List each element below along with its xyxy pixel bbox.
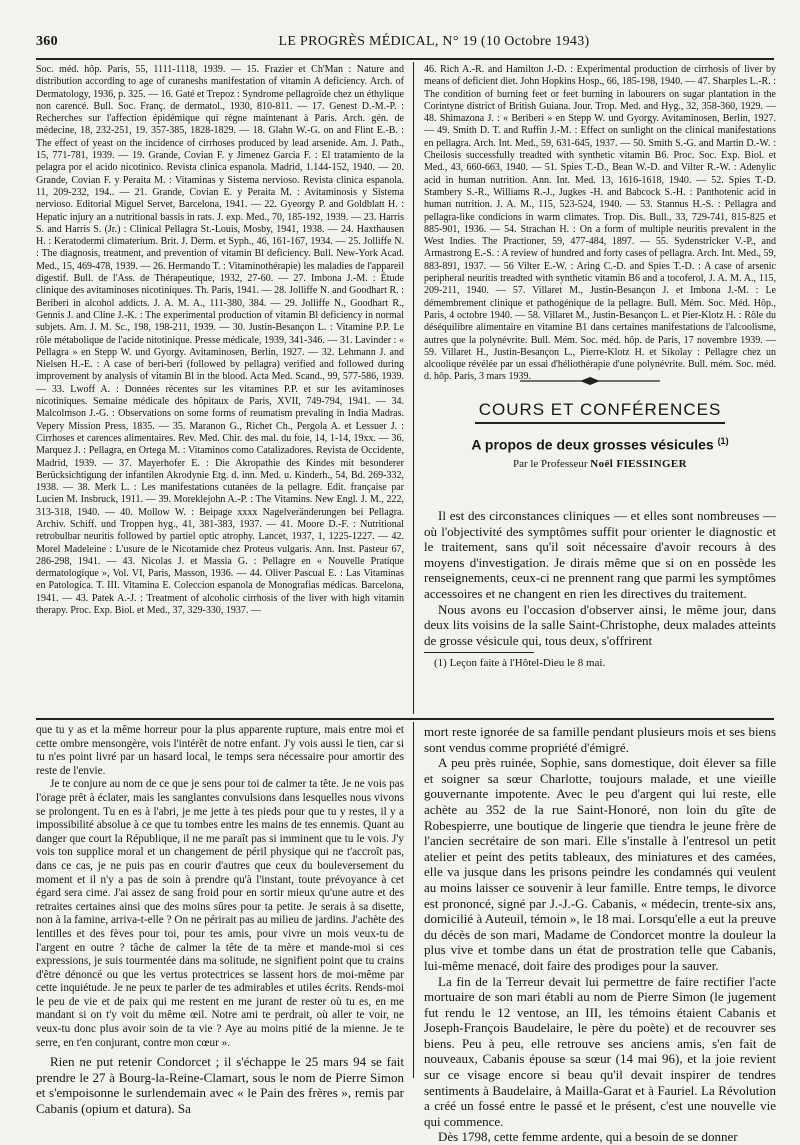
section-title-text: COURS ET CONFÉRENCES [475,400,726,424]
body-paragraph: mort reste ignorée de sa famille pendant plusieurs mois et ses biens sont vendus comme propriété d'émigré. [424,724,776,755]
article-footnote-marker: (1) [717,436,729,446]
article-author [420,458,780,470]
article-title-text: A propos de deux grosses vésicules [471,436,714,453]
body-paragraph: A peu près ruinée, Sophie, sans domestique, doit élever sa fille et soigner sa sœur Charlotte, toujours malade, et une vieille gouvernante impotente. Avec le peu d'argent qui lui reste, elle achète au 352 de la rue Saint-Honoré, non loin du gîte de Robespierre, une boutique de lingerie que tiendra le jeune frère de l'ancien secrétaire de son mari. Elle s'installe à l'entresol un petit atelier et peint des petits tableaux, des miniatures et des camées, elle va jusque dans les prisons peindre les condamnés qui veulent au moins laisser ce souvenir à leur famille. Entre temps, le divorce est prononcé, signé par J.-J.-G. Cabanis, « médecin, trente-six ans, domicilié à Auteuil, témoin », le 18 mai. Lorsqu'elle a eut la preuve du décès de son mari, Madame de Condorcet montre la douleur la plus vive et tombe dans un état de prostration telle que Cabanis, lui-même menacé, doit faire des prodiges pour la sauver. [424,755,776,973]
page-number: 360 [36,34,58,49]
footnote-rule [424,652,534,653]
journal-title: LE PROGRÈS MÉDICAL, N° 19 (10 Octobre 1943) [278,34,590,49]
ornament-divider [520,376,660,386]
author-name: Noël FIESSINGER [590,458,688,470]
lower-left-column [36,724,404,1117]
section-heading [420,400,780,424]
footnote: (1) Leçon faite à l'Hôtel-Dieu le 8 mai. [434,657,606,669]
article-paragraph: Nous avons eu l'occasion d'observer ainsi, le même jour, dans deux lits voisins de la salle Saint-Christophe, deux malades atteints de grosse vésicule qui, tous deux, s'offrirent [424,601,776,648]
condorcet-paragraph: Rien ne put retenir Condorcet ; il s'échappe le 25 mars 94 se fait prendre le 27 à Bourg-la-Reine-Clamart, sous le nom de Pierre Simon et s'empoisonne le surlendemain avec « le Pain des frères », remis par Cabanis (opium et datura). Sa [36,1054,404,1117]
body-paragraph: Dès 1798, cette femme ardente, qui a besoin de se donner [438,1129,738,1145]
horizontal-section-rule [36,718,774,720]
references-left-text: Soc. méd. hôp. Paris, 55, 1111-1118, 1939. — 15. Frazier et Ch'Man : Nature and distribution according to age of curaneshs manifestation of vitamin A deficiency. Arch. of Dermatology, 1936, p. 325. — 16. Gaté et Trepoz : Syndrome pellagroïde chez un éthylique non carencé. Bull. Soc. Franç. de dermatol., 1930, 810-811. — 17. Genest D.-M.-P. : Recherches sur l'affection épidémique qui règne maintenant à Paris. Arch. gén. de médecine, 18, 232-251, 19. 357-385, 1828-1829. — 18. Glahn W.-G. on and Flint E.-B. : The effect of yeast on the incidence of cirrhoses produced by lead arsenide. Am. J. Path., 15, 771-781, 1939. — 19. Grande, Covian F. y Jimenez Garcia F. : El tratamiento de la pelagra por el acido nicotinico. Revista clinica espanola. Madrid, 1.144-152, 1940. — 20. Grande, Covian F. y Peraita M. : Vitaminas y Sistema nervioso. Revista clinica espanola. 11, 209-232, 194.. — 21. Grande, Covian E. y Peraita M. : Avitaminosis y Sistema nervioso. Editorial Miguel Servet, Barcelona, 1941. — 22. Gyeorgy P. and Goldblatt H. : Hepatic injury an a nutritional bassis in rats. J. exp. Med., 70, 185-192, 1939. — 23. Harris S. and Harris S. (Jr.) : Clinical Pellagra St.-Louis, Mosby, 1941, 1938. — 24. Haxthausen H. : Keratodermi climaterium. Brit. J. Derm. et Syph., 46, 161-167, 1934. — 25. Jolliffe N. : The diagnosis, treatment, and prevention of vitamin Bl deficiency. Bull. New-York Acad. Med., 15, 469-478, 1939. — 26. Hermando T. : Vitaminothérapie) les maladies de l'appareil digestif. Bull. de l'Ass. de Thérapeutique, 1932, 27-60. — 27. Imbona J.-M. : Étude clinique des avitaminoses nicotiniques. Th. Paris, 1941. — 28. Jolliffe N. and Goodhart R. : Beriberi in alcohol addicts. J. A. M. A., 111-380, 384. — 29. Jolliffe N., Goodhart R., Gennis J. and Cline J.-K. : The experimental production of vitamin Bl deficiency in normal subjets. Am. J. M. Sc., 198, 198-211, 1939. — 30. Justin-Besançon L. : Vitamine P.P. Le rôle métabolique de l'acide nitotinique. Presse médicale, 1939, 341-346. — 31. Lavinder : « Pellagra » en Stepp W. und Gyorgy. Avitaminosen, Berlin, 1927. — 32. Lehmann J. and Nielsen H.-E. : A case of beri-beri (followed by pellagra) verified and followed during improvement by analysis of vitamin Bl in the blood. Acta Med. Scand., 99, 577-586, 1939. — 33. Lwoff A. : Données récentes sur les vitamines P.P. et sur les avitaminoses nicotiniques. Semaine médicale des hôpitaux de Paris, XVII, 749-794, 1941. — 34. Malcolmson J.-G. : Observations on some forms of reumatism prevaling in India Madras. Vepery Mission Press, 1835. — 35. Maranon G., Richet Ch., Pergola A. et Lessuer J. : Cirrhoses et carences alimentaires. Rev. Med. Chir. des mal. du foie, 14, 1-14, 19xx. — 36. Marquez J. : Pellagra, en Ortega M. : Vitaminos como Catalizadores. Revista de Occidente, Madrid, 1939. — 37. Mayerhofer E. : Die Akropathie des Kindes mit besonderer Berücksichtigung der infantilen Akrodynie Etg. d. inn. Med. u. Kinderh., 54, Bd. 269-332, 1938. — 38. Merk L. : Les manifestations cutanées de la pellagre. Edit. française par Lucien M. Insbruck, 1911. — 39. Moreklejohn A.-P. : The Vitamins. New Engl. J. M., 222, 313-318, 1940. — 40. Mollow W. : Beipage xxxx Nagelveränderungen bei Pellagra. Archiv. Schiff. und Troppen hyg., 41, 381-383, 1937. — 41. Moore D.-F. : Nutritional retrobulbar neuritis followed by partiel optic atrophy. Lancet, 1937, 1, 1225-1227. — 42. Morel Madeleine : L'usure de le Nicotamide chez Proteus vulgaris. Ann. Inst. Pasteur 67, 286-298, 1941. — 43. Nicolas J. et Massia G. : Pellagre en « Nouvelle Pratique dermatologique », Vol. VI, Paris, Masson, 1936. — 44. Oliver Pascual E. : Las Vitaminas en Patologica. T. III. Vitamina E. Coleccion espanola de Monografias médicas. Barcelona, 1941. — 43. Patek A.-J. : Treatment of alcoholic cirrhosis of the liver with high vitamin therapy. Proc. Exp. Biol. et Med., 37, 329-330, 1937. — [36,64,404,617]
lower-right-column [424,724,776,1145]
page-header [36,34,772,56]
references-right-text: 46. Rich A.-R. and Hamilton J.-D. : Experimental production de cirrhosis of liver by means of deficient diet. John Hopkins Hosp., 66, 185-198, 1940. — 47. Sharples L.-R. : The condition of burning feet or feet burning in labourers on sugar plantation in the Corintyne district of British Guiana. Jour. Trop. Med. and Hyg., 32, 358-360, 1929. — 48. Shimazona J. : « Beriberi » en Stepp W. und Gyorgy. Avitaminosen, Berlin, 1927. — 49. Smith D. T. and Ruffin J.-M. : Effect on sunlight on the clinical manifestations en pellagra. Arch. Int. Med., 59, 631-645, 1937. — 50. Smith S.-G. and Martin D.-W. : Cheilosis successfully treadted with synthetic vitamin B6. Proc. Soc. Exp. Biol. et Med., 43, 660-663, 1940. — 51. Spies T.-D., Bean W.-D. and Vilter R.-W. : Adenylic acid in human nutrition. Ann. Int. Med. 13, 1616-1618, 1940. — 52. Spies T.-D. Stambery S.-R., Williams R.-J., Jugkes -H. and Babcock S.-H. : Panthotenic acid in human nutrition. J. A. M., 115, 523-524, 1940. — 53. Stannus H.-S. : Pellagra and pellagra-like condicions in warm climates. Trop. Dis. Bull., 33, 729-741, 815-825 et 885-901, 1936. — 54. Strachan H. : On a form of multiple neuritis prevalent in the West Indies. The Practioner, 59, 477-484, 1897. — 55. Sydenstricker V.-P., and Armastrong E.-S. : A review of hundred and forty cases of pellagra. Arch. Int. Med., 59, 883-891, 1937. — 56 Vilter E.-W. : Aring C.-D. and Spies T.-D. : A case of arsenic peripheral neuritis treadted with synthetic vitamin B6 and a tocoferol, J. A. M. A., 115, 209-211, 1940. — 57. Villaret M., Justin-Besançon J. et Imbona J.-M. : Le démembrement clinique et pathogénique de la pellagre. Bull. Mém. Soc. Méd. Hôp., Paris, 4 octobre 1940. — 58. Villaret M., Justin-Besançon L. et Pier-Klotz H. : Rôle du déséquilibre alimentaire en vitamine B1 dans certaines manifestations de l'alcoolisme, autres que la polynévrite. Bull. Mém. Soc. méd. hôp. de Paris, 17 novembre 1939. — 59. Villaret H., Justin-Besançon L., Pierre-Klotz H. et Sikolay : Pellagre chez un alcoolique révélée par un essai d'héliothérapie d'une polynévrite. Bull. mém. Soc. méd. d. hôp. Paris, 3 mars 1939. [424,64,776,383]
references-left-column [36,64,404,714]
author-prefix: Par le Professeur [512,458,588,470]
header-rule [36,58,774,60]
letter-paragraph: Je te conjure au nom de ce que je sens pour toi de calmer ta tête. Je ne vois pas l'orage prêt à éclater, mais les sanglantes convulsions dans lesquelles nous vivons se prolongent. Tu en es à l'abri, je me jette à tes pieds pour que tu y restes, il y a impossibilité absolue à ce que tu tombes entre les mains de tes ennemis. Quant au danger que court la République, il ne me paraît pas si imminent que tu le vois. J'y vois ton supplice moral et un changement de péril physique qui ne t'accroît pas, dans ce cas, je ne puis pas en courir d'autres que ceux du bouleversement du moment et il n'y a pas de soin à prendre qu'à l'instant, toute prévoyance à cet égard sera cime. J'ai assez de sang froid pour en sortir mieux qu'une autre et des retraites certaines ainsi que des moins sûres pour ta petite. Je serais à sa disette, non à la famine, arriva-t-elle ? On ne périrait pas au milieu de jardins. J'achète des lentilles et des fèves pour toi, pour tes amis, pour vivre un mois veux-tu de l'argent en outre ? tâche de calmer la tête de ta mère et mande-moi si ces expressions, je suis tourmentée dans ma solitude, ne signifient point que tu crains d'être dénoncé ou que les vertus protectrices se lassent hors de moi-même par cette inquiétude. Je ne peux te parler de tes admirables et utiles écrits. Rends-moi le peu de vie et de paix qui me restent en me jurant de rester où tu es, en me mandant si on t'y voit du même œil. Notre ami te perdrait, où aller te voir, ne veux-tu donc plus avoir soin de ta vie ? Aye au moins pitié de la mienne. Je te serre, en t'en conjurant, contre mon cœur ». [36,778,404,1049]
article-paragraph: Il est des circonstances cliniques — et elles sont nombreuses — où l'objectivité des symptômes suffit pour orienter le diagnostic et le traitement, sans qu'il soit nécessaire d'avoir recours à des moyens d'investigation. Je dirais même que si on en possède les renseignements, ceux-ci ne prennent rang que parmi les symptômes accessoires et ne changent en rien les directives du traitement. [424,508,776,601]
article-intro [424,508,776,648]
article-title [420,436,780,453]
column-divider-top [413,62,414,714]
letter-paragraph: que tu y as et la même horreur pour la plus apparente rupture, mais entre moi et cette ombre mensongère, vois l'intérêt de notre enfant. J'y vois aussi le tien, car si tu n'es point livré par un hasard local, le temps sera nécessaire pour amortir des reste de l'envie. [36,724,404,777]
references-right-column [424,64,776,383]
body-paragraph: La fin de la Terreur devait lui permettre de faire rectifier l'acte mortuaire de son mari établi au nom de Pierre Simon (le jugement fut rendu le 12 ventose, an III, les témoins étaient Cabanis et Joseph-François Baudelaire, le père du poète) et de recouvrer ses biens. Peu à peu, elle retrouve ses anciens amis, s'en fait de nouveaux, Cabanis épouse sa sœur (14 mai 96), et la joie revient sur ce visage encore si beau qu'il devait inspirer de tendres sentiments à Baudelaire, à Mailla-Garat et à Fauriel. La Révolution a créé un fossé entre le passé et le présent, c'est une nouvelle vie qui commence. [424,973,776,1129]
column-divider-bottom [413,722,414,1078]
